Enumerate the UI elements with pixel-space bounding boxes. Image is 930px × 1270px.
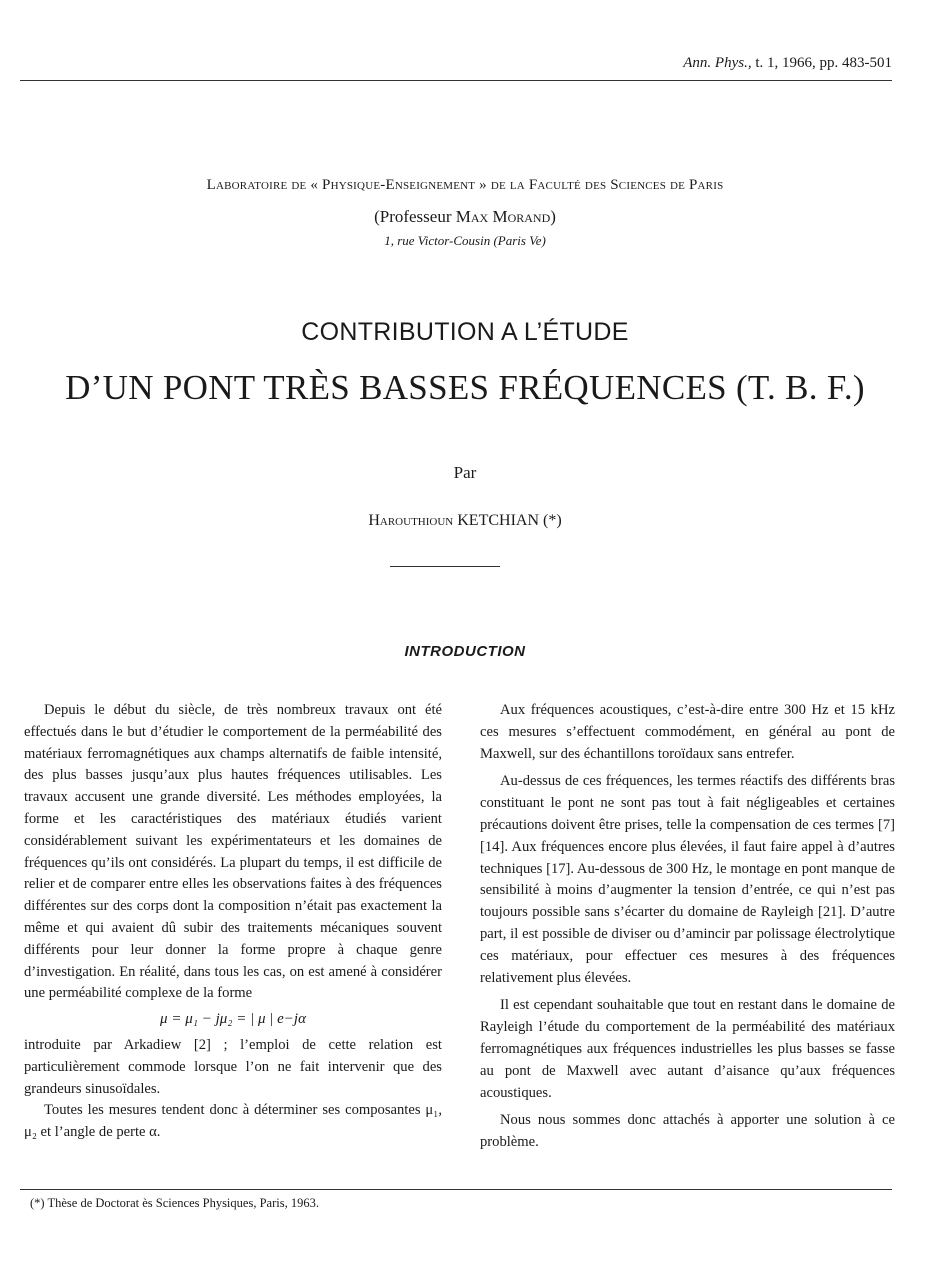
right-paragraph-4: Nous nous sommes donc attachés à apporter une solution à ce problème. [480, 1112, 895, 1151]
address-line: 1, rue Victor-Cousin (Paris Ve) [384, 233, 546, 248]
title-line-1: CONTRIBUTION A L’ÉTUDE [301, 318, 629, 346]
right-column [480, 700, 895, 1154]
left-column [24, 700, 442, 1144]
professor-name: Max Morand [455, 207, 551, 226]
right-paragraph-1: Aux fréquences acoustiques, c’est-à-dire entre 300 Hz et 15 kHz ces mesures s’effectuent commodément, en général au pont de Maxwell, sur des échantillons toroïdaux sans entrefer. [480, 702, 895, 762]
header-rule [20, 80, 892, 81]
right-paragraph-3: Il est cependant souhaitable que tout en restant dans le domaine de Rayleigh l’étude du comportement de la perméabilité des matériaux ferromagnétiques aux fréquences industrielles les plus basses se fasse au pont de Maxwell avec autant d’aisance qu’aux fréquences acoustiques. [480, 997, 895, 1101]
journal-citation [683, 55, 892, 72]
title-line-2: D’UN PONT TRÈS BASSES FRÉQUENCES (T. B. F.) [65, 368, 865, 407]
footnote: (*) Thèse de Doctorat ès Sciences Physiques, Paris, 1963. [30, 1196, 319, 1210]
byline-par: Par [453, 463, 477, 482]
professor-line [0, 207, 930, 227]
right-paragraph-2: Au-dessus de ces fréquences, les termes réactifs des différents bras constituant le pont ne sont pas tout à fait négligeables et certaines précautions doivent être prises, telle la compensation de ces termes [7] [14]. Aux fréquences encore plus élevées, il faut faire appel à d’autres techniques [17]. Au-dessous de 300 Hz, le montage en pont manque de sensibilité à moins d’augmenter la tension d’entrée, ce qui n’est pas toujours possible sans s’écarter du domaine de Rayleigh [21]. D’autre part, il est possible de diviser ou d’amincir par polissage électrolytique ces matériaux, pour effectuer ces mesures à des fréquences relativement plus élevées. [480, 773, 895, 986]
permeability-formula: μ = μ₁ − jμ₂ = | μ | e−jα [160, 1011, 306, 1028]
author-rule [390, 566, 500, 567]
left-paragraph-3: Toutes les mesures tendent donc à déterminer ses composantes μ₁, μ₂ et l’angle de perte α. [24, 1102, 442, 1141]
professor-prefix: (Professeur [374, 207, 456, 226]
professor-suffix: ) [550, 207, 556, 226]
author-first-name: Harouthioun [368, 512, 454, 529]
laboratory-line: Laboratoire de « Physique-Enseignement » de la Faculté des Sciences de Paris [206, 177, 724, 193]
journal-volume: t. 1, 1966, pp. 483-501 [755, 55, 892, 71]
author-last-name: KETCHIAN (*) [457, 512, 562, 529]
author-name [0, 512, 930, 530]
section-heading: INTRODUCTION [404, 643, 526, 660]
left-paragraph-2: introduite par Arkadiew [2] ; l’emploi de cette relation est particulièrement commode lorsque l’on ne fait intervenir que des grandeurs sinusoïdales. [24, 1036, 442, 1097]
footnote-rule [20, 1189, 892, 1190]
left-paragraph-1: Depuis le début du siècle, de très nombreux travaux ont été effectués dans le but d’étudier le comportement de la perméabilité des matériaux ferromagnétiques aux champs alternatifs de faible intensité, des plus basses jusqu’aux plus hautes fréquences utilisables. Les travaux accusent une grande diversité. Les méthodes employées, la forme et les caractéristiques des matériaux étudiés varient considérablement suivant les expérimentateurs et les domaines de fréquences qu’ils ont considérés. La plupart du temps, il est difficile de relier et de comparer entre elles les observations faites à des fréquences différentes sur des corps dont la composition n’était pas exactement la même et qui avaient dû subir des traitements mécaniques souvent différents pour leur donner la forme propre à chaque genre d’investigation. En réalité, dans tous les cas, on est amené à considérer une perméabilité complexe de la forme [24, 702, 442, 1002]
journal-name: Ann. Phys., [683, 55, 752, 71]
